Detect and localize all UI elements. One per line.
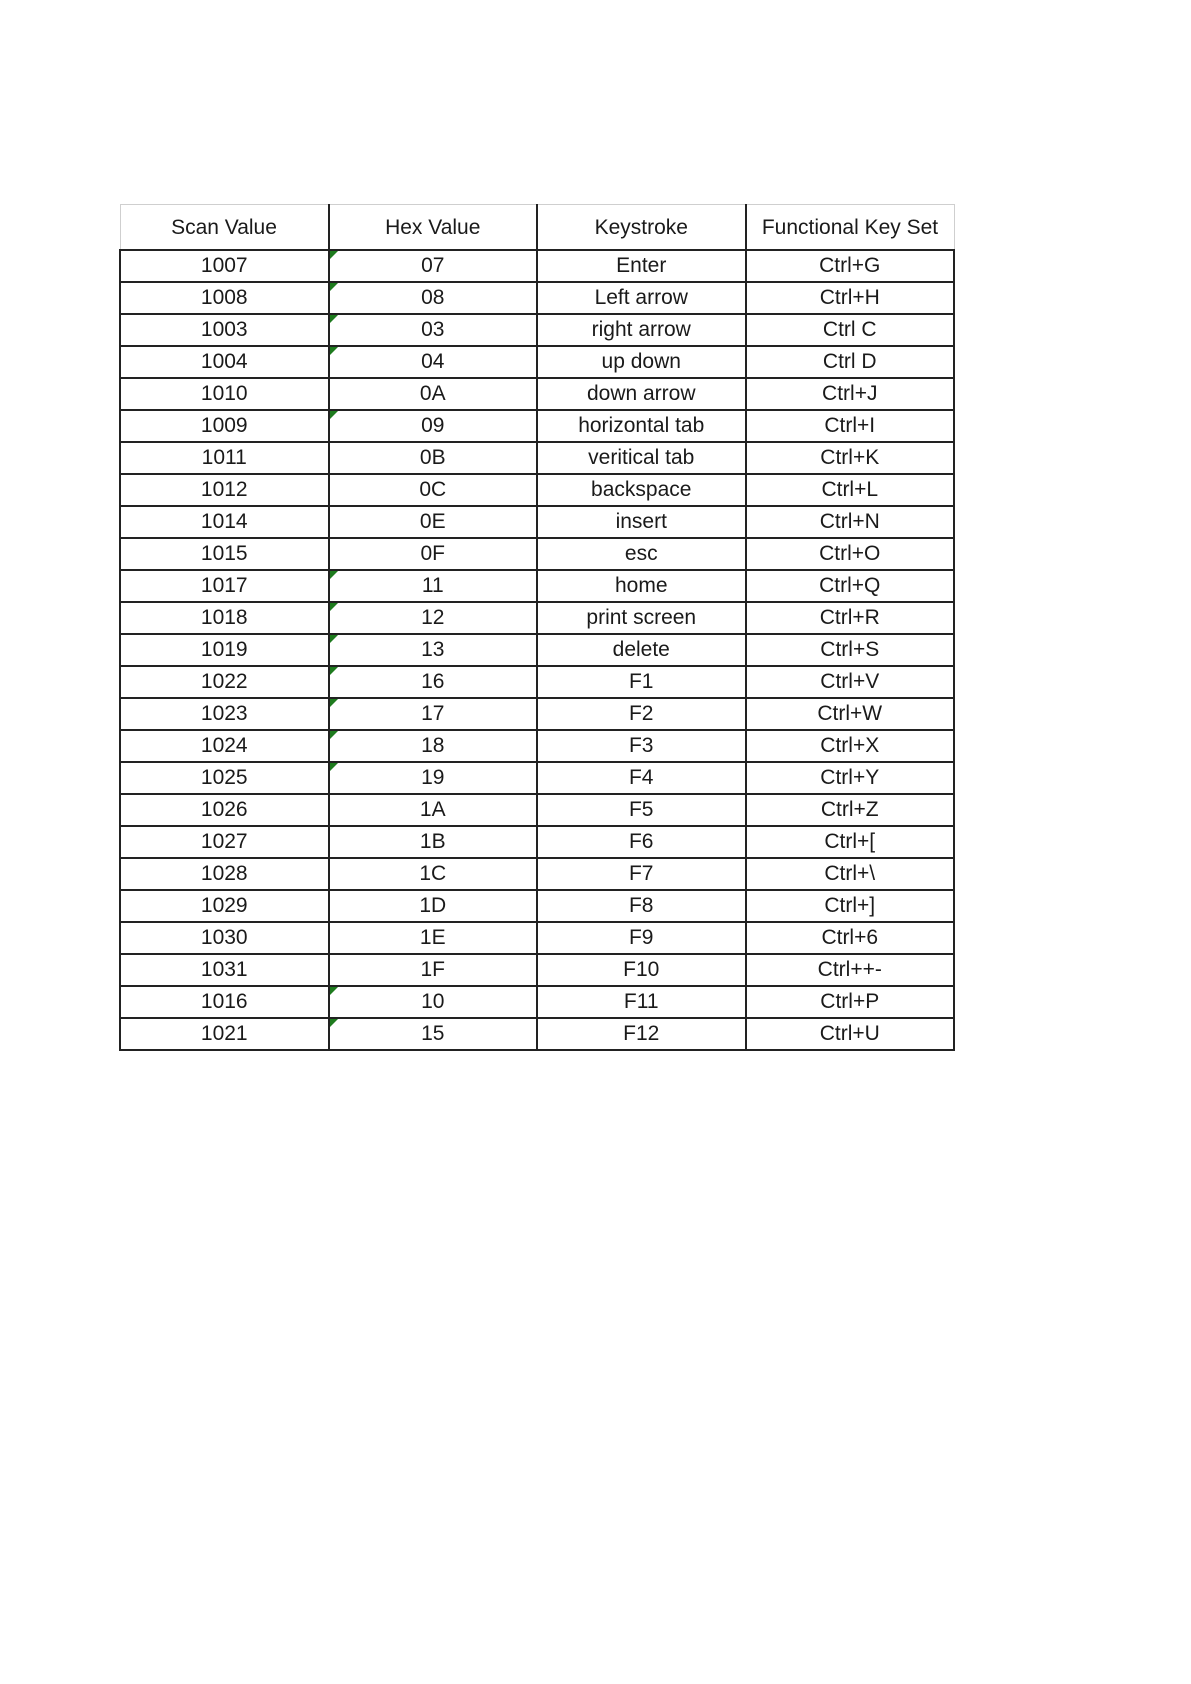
scan-value-cell: 1008 (120, 282, 329, 314)
header-scan-value: Scan Value (120, 205, 329, 251)
table-row (120, 570, 954, 602)
functional-key-cell: Ctrl+O (746, 538, 955, 570)
keystroke-cell: F4 (537, 762, 746, 794)
functional-key-cell: Ctrl+Z (746, 794, 955, 826)
scan-value-cell: 1003 (120, 314, 329, 346)
keystroke-cell: Left arrow (537, 282, 746, 314)
hex-value-cell: 08 (329, 282, 538, 314)
table-row (120, 314, 954, 346)
hex-value-cell: 1C (329, 858, 538, 890)
scan-value-cell: 1024 (120, 730, 329, 762)
scan-value-cell: 1004 (120, 346, 329, 378)
hex-value-cell: 0F (329, 538, 538, 570)
scan-value-cell: 1014 (120, 506, 329, 538)
functional-key-cell: Ctrl+L (746, 474, 955, 506)
table-row (120, 474, 954, 506)
functional-key-cell: Ctrl C (746, 314, 955, 346)
scan-value-cell: 1023 (120, 698, 329, 730)
hex-value-cell: 1E (329, 922, 538, 954)
hex-value-cell: 03 (329, 314, 538, 346)
hex-value-cell: 12 (329, 602, 538, 634)
scan-value-cell: 1011 (120, 442, 329, 474)
scan-value-cell: 1026 (120, 794, 329, 826)
keymap-table (119, 204, 955, 1051)
header-hex-value: Hex Value (329, 205, 538, 251)
scan-value-cell: 1015 (120, 538, 329, 570)
functional-key-cell: Ctrl+J (746, 378, 955, 410)
table-row (120, 698, 954, 730)
functional-key-cell: Ctrl+S (746, 634, 955, 666)
keystroke-cell: F6 (537, 826, 746, 858)
hex-value-cell: 1F (329, 954, 538, 986)
keystroke-cell: horizontal tab (537, 410, 746, 442)
hex-value-cell: 1D (329, 890, 538, 922)
scan-value-cell: 1017 (120, 570, 329, 602)
keystroke-cell: insert (537, 506, 746, 538)
scan-value-cell: 1010 (120, 378, 329, 410)
scan-value-cell: 1022 (120, 666, 329, 698)
keystroke-cell: delete (537, 634, 746, 666)
hex-value-cell: 16 (329, 666, 538, 698)
table-row (120, 602, 954, 634)
keystroke-cell: F2 (537, 698, 746, 730)
hex-value-cell: 1B (329, 826, 538, 858)
table-row (120, 890, 954, 922)
keystroke-cell: right arrow (537, 314, 746, 346)
scan-value-cell: 1027 (120, 826, 329, 858)
table-row (120, 506, 954, 538)
hex-value-cell: 10 (329, 986, 538, 1018)
table-row (120, 250, 954, 282)
table-row (120, 346, 954, 378)
scan-value-cell: 1016 (120, 986, 329, 1018)
hex-value-cell: 0B (329, 442, 538, 474)
functional-key-cell: Ctrl+] (746, 890, 955, 922)
functional-key-cell: Ctrl+N (746, 506, 955, 538)
functional-key-cell: Ctrl+I (746, 410, 955, 442)
table-row (120, 794, 954, 826)
keystroke-cell: backspace (537, 474, 746, 506)
table-row (120, 826, 954, 858)
scan-value-cell: 1012 (120, 474, 329, 506)
hex-value-cell: 0C (329, 474, 538, 506)
functional-key-cell: Ctrl+V (746, 666, 955, 698)
scan-value-cell: 1025 (120, 762, 329, 794)
functional-key-cell: Ctrl D (746, 346, 955, 378)
keystroke-cell: F12 (537, 1018, 746, 1050)
keystroke-cell: F11 (537, 986, 746, 1018)
table-row (120, 954, 954, 986)
table-row (120, 730, 954, 762)
scan-value-cell: 1031 (120, 954, 329, 986)
table-row (120, 986, 954, 1018)
table-row (120, 538, 954, 570)
hex-value-cell: 0A (329, 378, 538, 410)
hex-value-cell: 17 (329, 698, 538, 730)
functional-key-cell: Ctrl+Y (746, 762, 955, 794)
table-row (120, 410, 954, 442)
hex-value-cell: 13 (329, 634, 538, 666)
table-row (120, 634, 954, 666)
header-functional-key-set: Functional Key Set (746, 205, 955, 251)
keystroke-cell: Enter (537, 250, 746, 282)
functional-key-cell: Ctrl+[ (746, 826, 955, 858)
keystroke-cell: F1 (537, 666, 746, 698)
scan-value-cell: 1007 (120, 250, 329, 282)
keystroke-cell: F7 (537, 858, 746, 890)
table-row (120, 1018, 954, 1050)
scan-value-cell: 1030 (120, 922, 329, 954)
scan-value-cell: 1028 (120, 858, 329, 890)
hex-value-cell: 04 (329, 346, 538, 378)
table-row (120, 922, 954, 954)
keystroke-cell: down arrow (537, 378, 746, 410)
hex-value-cell: 15 (329, 1018, 538, 1050)
keystroke-cell: F9 (537, 922, 746, 954)
scan-value-cell: 1009 (120, 410, 329, 442)
functional-key-cell: Ctrl+W (746, 698, 955, 730)
keystroke-cell: F5 (537, 794, 746, 826)
hex-value-cell: 07 (329, 250, 538, 282)
hex-value-cell: 19 (329, 762, 538, 794)
keystroke-cell: F8 (537, 890, 746, 922)
table-row (120, 442, 954, 474)
header-keystroke: Keystroke (537, 205, 746, 251)
table-row (120, 762, 954, 794)
keystroke-cell: F10 (537, 954, 746, 986)
table-row (120, 858, 954, 890)
hex-value-cell: 09 (329, 410, 538, 442)
keystroke-cell: F3 (537, 730, 746, 762)
functional-key-cell: Ctrl+X (746, 730, 955, 762)
functional-key-cell: Ctrl+Q (746, 570, 955, 602)
scan-value-cell: 1018 (120, 602, 329, 634)
keymap-sheet (119, 204, 953, 1051)
keystroke-cell: veritical tab (537, 442, 746, 474)
hex-value-cell: 11 (329, 570, 538, 602)
scan-value-cell: 1029 (120, 890, 329, 922)
functional-key-cell: Ctrl+H (746, 282, 955, 314)
hex-value-cell: 0E (329, 506, 538, 538)
table-row (120, 282, 954, 314)
keystroke-cell: print screen (537, 602, 746, 634)
hex-value-cell: 18 (329, 730, 538, 762)
functional-key-cell: Ctrl+R (746, 602, 955, 634)
functional-key-cell: Ctrl+K (746, 442, 955, 474)
table-header-row (120, 205, 954, 251)
keystroke-cell: up down (537, 346, 746, 378)
table-row (120, 666, 954, 698)
keystroke-cell: esc (537, 538, 746, 570)
table-row (120, 378, 954, 410)
functional-key-cell: Ctrl+G (746, 250, 955, 282)
scan-value-cell: 1019 (120, 634, 329, 666)
functional-key-cell: Ctrl+P (746, 986, 955, 1018)
hex-value-cell: 1A (329, 794, 538, 826)
scan-value-cell: 1021 (120, 1018, 329, 1050)
functional-key-cell: Ctrl+6 (746, 922, 955, 954)
keystroke-cell: home (537, 570, 746, 602)
functional-key-cell: Ctrl+U (746, 1018, 955, 1050)
functional-key-cell: Ctrl+\ (746, 858, 955, 890)
functional-key-cell: Ctrl++- (746, 954, 955, 986)
